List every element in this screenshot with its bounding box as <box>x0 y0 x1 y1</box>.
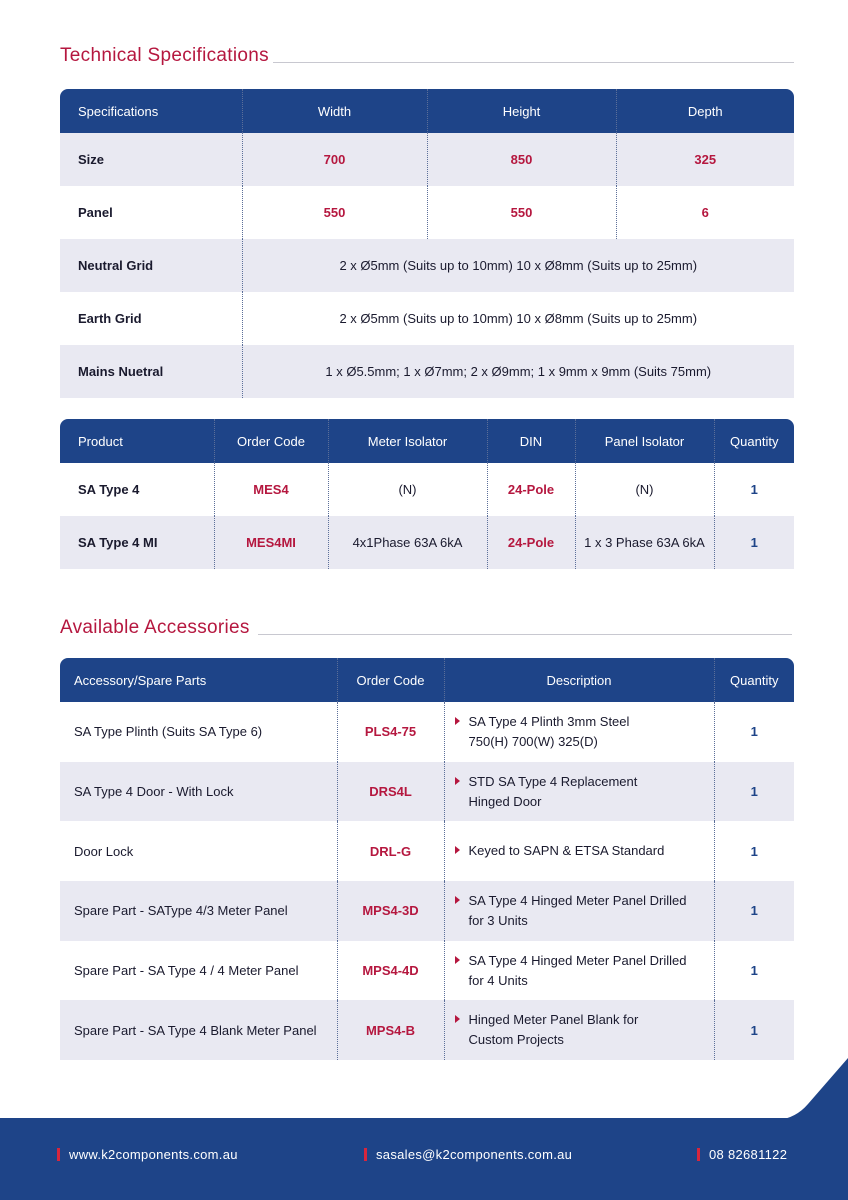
bullet-icon <box>455 896 460 904</box>
acc-name: Spare Part - SAType 4/3 Meter Panel <box>60 881 337 941</box>
table-row <box>60 292 794 345</box>
product-header: Order Code <box>214 419 328 463</box>
product-header: Meter Isolator <box>328 419 487 463</box>
footer-phone[interactable] <box>697 1147 787 1162</box>
footer-marker-icon <box>57 1148 60 1161</box>
spec-label: Mains Nuetral <box>60 345 242 398</box>
accessories-header-row <box>60 658 794 702</box>
desc-line: for 4 Units <box>468 972 528 988</box>
spec-depth: 6 <box>616 186 794 239</box>
acc-name: SA Type 4 Door - With Lock <box>60 762 337 822</box>
acc-description <box>444 702 714 762</box>
acc-header: Quantity <box>714 658 794 702</box>
tech-specs-heading <box>60 45 794 67</box>
acc-description <box>444 1000 714 1060</box>
desc-line: STD SA Type 4 Replacement <box>468 773 638 789</box>
table-row <box>60 881 794 941</box>
table-row <box>60 463 794 516</box>
accessories-table <box>60 658 794 1060</box>
corner-decoration <box>778 1058 848 1120</box>
spec-header: Specifications <box>60 89 242 133</box>
din: 24-Pole <box>487 516 575 569</box>
desc-line: SA Type 4 Hinged Meter Panel Drilled <box>468 952 687 968</box>
quantity: 1 <box>714 821 794 881</box>
desc-line: SA Type 4 Hinged Meter Panel Drilled <box>468 892 687 908</box>
spec-label: Panel <box>78 205 113 220</box>
bullet-icon <box>455 777 460 785</box>
acc-description <box>444 762 714 822</box>
bullet-icon <box>455 956 460 964</box>
tech-specs-title: Technical Specifications <box>60 45 269 66</box>
quantity: 1 <box>714 702 794 762</box>
spec-label: Size <box>60 133 242 186</box>
bullet-icon <box>455 717 460 725</box>
product-header: Quantity <box>714 419 794 463</box>
acc-description <box>444 881 714 941</box>
acc-code: PLS4-75 <box>337 702 444 762</box>
product-header-row <box>60 419 794 463</box>
desc-line: Custom Projects <box>468 1032 564 1048</box>
meter-isolator: (N) <box>328 463 487 516</box>
table-row <box>60 239 794 292</box>
spec-header: Depth <box>616 89 794 133</box>
acc-description <box>444 821 714 881</box>
acc-code: DRS4L <box>337 762 444 822</box>
quantity: 1 <box>714 881 794 941</box>
desc-line: Keyed to SAPN & ETSA Standard <box>468 843 665 859</box>
acc-code: MPS4-4D <box>337 941 444 1001</box>
spec-height: 550 <box>427 186 616 239</box>
desc-line: for 3 Units <box>468 912 528 928</box>
spec-header: Width <box>242 89 427 133</box>
spec-depth: 325 <box>616 133 794 186</box>
website-text: www.k2components.com.au <box>69 1147 238 1162</box>
accessories-title: Available Accessories <box>60 617 250 638</box>
bullet-icon <box>455 846 460 854</box>
quantity: 1 <box>714 463 794 516</box>
spec-width: 700 <box>242 133 427 186</box>
product-name: SA Type 4 <box>78 482 140 497</box>
table-row <box>60 133 794 186</box>
meter-isolator: 4x1Phase 63A 6kA <box>328 516 487 569</box>
spec-table <box>60 89 794 398</box>
spec-height: 850 <box>427 133 616 186</box>
phone-text: 08 82681122 <box>709 1147 788 1162</box>
acc-description <box>444 941 714 1001</box>
accessories-heading <box>60 617 792 639</box>
acc-name: Spare Part - SA Type 4 / 4 Meter Panel <box>74 963 299 979</box>
table-row <box>60 516 794 569</box>
spec-value: 2 x Ø5mm (Suits up to 10mm) 10 x Ø8mm (Suits up to 25mm) <box>242 292 794 345</box>
desc-line: 750(H) 700(W) 325(D) <box>468 733 598 749</box>
table-row <box>60 186 794 239</box>
footer-email[interactable] <box>364 1147 572 1162</box>
table-row <box>60 1000 794 1060</box>
quantity: 1 <box>714 762 794 822</box>
spec-header: Height <box>427 89 616 133</box>
product-name: SA Type 4 MI <box>60 516 214 569</box>
bullet-icon <box>455 1015 460 1023</box>
product-header: DIN <box>487 419 575 463</box>
acc-code: MPS4-B <box>337 1000 444 1060</box>
spec-header-row <box>60 89 794 133</box>
acc-name: Spare Part - SA Type 4 Blank Meter Panel <box>60 1000 337 1060</box>
title-rule <box>273 62 794 63</box>
spec-label: Neutral Grid <box>60 239 242 292</box>
acc-name: Door Lock <box>74 843 134 859</box>
desc-line: Hinged Meter Panel Blank for <box>468 1012 639 1028</box>
product-table <box>60 419 794 569</box>
acc-code: DRL-G <box>337 821 444 881</box>
table-row <box>60 762 794 822</box>
panel-isolator: (N) <box>575 463 714 516</box>
table-row <box>60 345 794 398</box>
product-code: MES4MI <box>214 516 328 569</box>
acc-code: MPS4-3D <box>337 881 444 941</box>
acc-header: Order Code <box>337 658 444 702</box>
quantity: 1 <box>714 516 794 569</box>
desc-line: SA Type 4 Plinth 3mm Steel <box>468 713 630 729</box>
product-header: Product <box>60 419 214 463</box>
email-text: sasales@k2components.com.au <box>376 1147 573 1162</box>
footer-marker-icon <box>364 1148 367 1161</box>
footer <box>0 1118 848 1200</box>
table-row <box>60 702 794 762</box>
title-rule <box>258 634 792 635</box>
din: 24-Pole <box>487 463 575 516</box>
table-row <box>60 941 794 1001</box>
quantity: 1 <box>714 941 794 1001</box>
acc-header: Description <box>444 658 714 702</box>
footer-marker-icon <box>697 1148 700 1161</box>
desc-line: Hinged Door <box>468 793 542 809</box>
footer-website[interactable] <box>57 1147 238 1162</box>
table-row <box>60 821 794 881</box>
panel-isolator: 1 x 3 Phase 63A 6kA <box>575 516 714 569</box>
spec-value: 1 x Ø5.5mm; 1 x Ø7mm; 2 x Ø9mm; 1 x 9mm x 9mm (Suits 75mm) <box>242 345 794 398</box>
quantity: 1 <box>714 1000 794 1060</box>
acc-header: Accessory/Spare Parts <box>60 658 337 702</box>
product-header: Panel Isolator <box>575 419 714 463</box>
spec-value: 2 x Ø5mm (Suits up to 10mm) 10 x Ø8mm (Suits up to 25mm) <box>242 239 794 292</box>
spec-width: 550 <box>242 186 427 239</box>
acc-name: SA Type Plinth (Suits SA Type 6) <box>74 724 263 740</box>
product-code: MES4 <box>214 463 328 516</box>
spec-label: Earth Grid <box>78 311 142 326</box>
